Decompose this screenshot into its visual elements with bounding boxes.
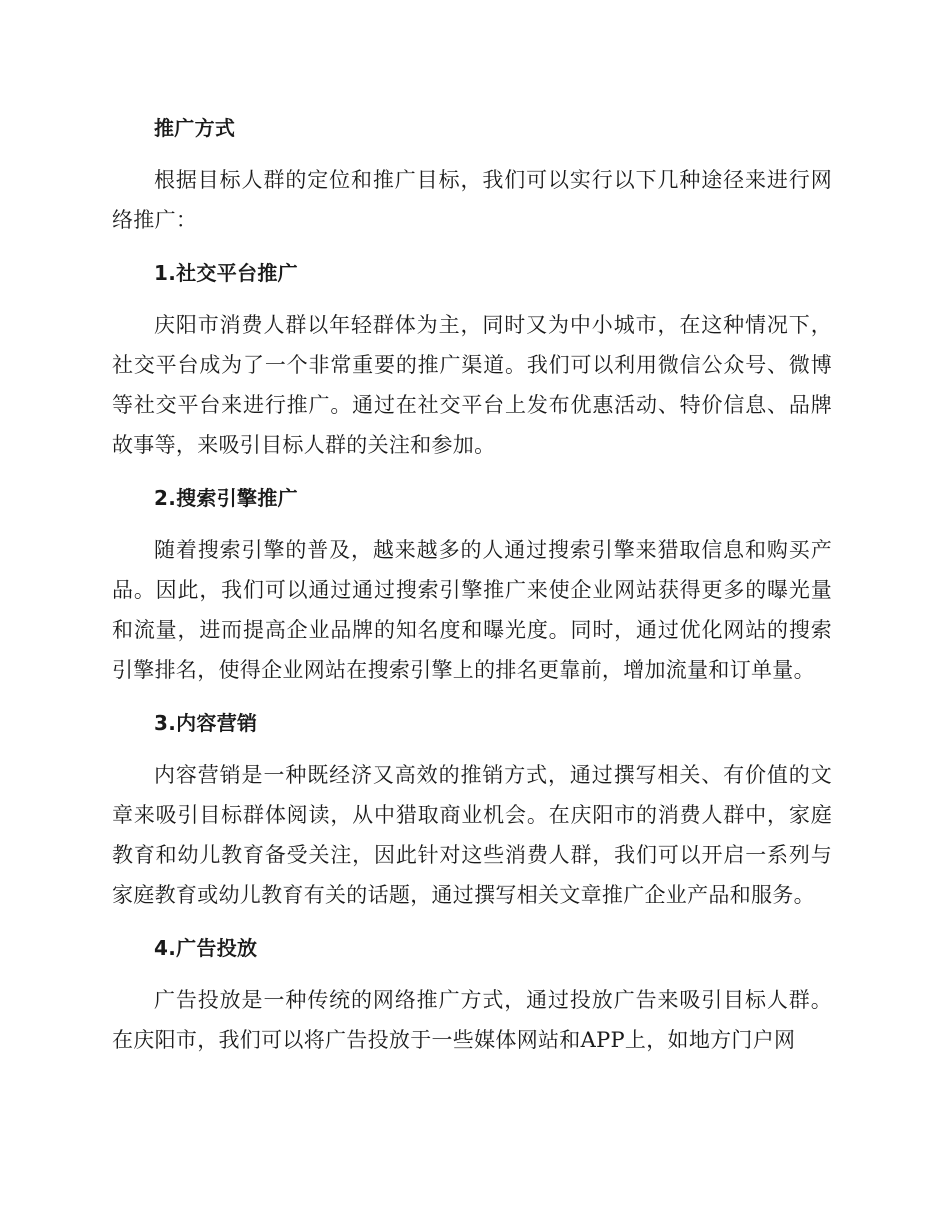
section-heading-content: 3.内容营销: [154, 711, 258, 735]
intro-paragraph: 根据目标人群的定位和推广目标，我们可以实行以下几种途径来进行网络推广：: [112, 168, 832, 232]
section-heading-ads: 4.广告投放: [154, 936, 258, 960]
section-body-content: 内容营销是一种既经济又高效的推销方式，通过撰写相关、有价值的文章来吸引目标群体阅读，从中猎取商业机会。在庆阳市的消费人群中，家庭教育和幼儿教育备受关注，因此针对这些消费人群，我们可以开启一系列与家庭教育或幼儿教育有关的话题，通过撰写相关文章推广企业产品和服务。: [112, 763, 832, 907]
section-heading-social: 1.社交平台推广: [154, 261, 298, 285]
section-title: 推广方式: [154, 116, 236, 140]
section-body-ads: 广告投放是一种传统的网络推广方式，通过投放广告来吸引目标人群。在庆阳市，我们可以将广告投放于一些媒体网站和APP上，如地方门户网: [112, 988, 832, 1052]
section-heading-search: 2.搜索引擎推广: [154, 486, 298, 510]
document-body: [112, 108, 832, 1073]
section-body-social: 庆阳市消费人群以年轻群体为主，同时又为中小城市，在这种情况下，社交平台成为了一个非常重要的推广渠道。我们可以利用微信公众号、微博等社交平台来进行推广。通过在社交平台上发布优惠活动、特价信息、品牌故事等，来吸引目标人群的关注和参加。: [112, 313, 832, 457]
section-body-search: 随着搜索引擎的普及，越来越多的人通过搜索引擎来猎取信息和购买产品。因此，我们可以通过通过搜索引擎推广来使企业网站获得更多的曝光量和流量，进而提高企业品牌的知名度和曝光度。同时，通过优化网站的搜索引擎排名，使得企业网站在搜索引擎上的排名更靠前，增加流量和订单量。: [112, 538, 832, 682]
